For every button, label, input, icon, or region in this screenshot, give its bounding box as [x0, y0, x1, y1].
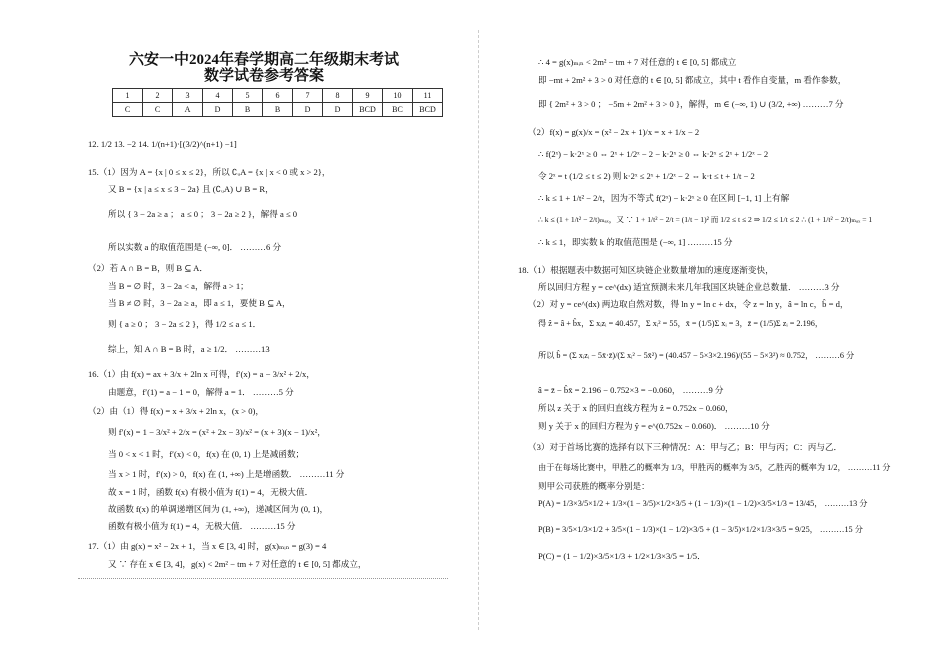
answer-line: ∴ k ≤ 1，即实数 k 的取值范围是 (−∞, 1] ………15 分 — [538, 237, 733, 247]
question-number-cell: 6 — [263, 89, 293, 103]
answer-line: 17.（1）由 g(x) = x² − 2x + 1，当 x ∈ [3, 4] 时，g(x)ₘᵢₙ = g(3) = 4 — [88, 541, 327, 551]
question-number-cell: 4 — [203, 89, 233, 103]
answer-cell: BCD — [353, 103, 383, 117]
answer-cell: B — [263, 103, 293, 117]
answer-cell: D — [203, 103, 233, 117]
probability-a-line: P(A) = 1/3×3/5×1/2 + 1/3×(1 − 3/5)×1/2×3/5 + (1 − 1/3)×(1 − 1/2)×3/5×1/3 = 13/45， ………13 分 — [538, 499, 868, 508]
question-number-cell: 11 — [413, 89, 443, 103]
answer-line: （2）由（1）得 f(x) = x + 3/x + 2ln x，(x > 0)， — [88, 406, 264, 416]
answer-line: 所以 z 关于 x 的回归直线方程为 ẑ = 0.752x − 0.060， — [538, 403, 734, 413]
answer-line: 所以 { 3 − 2a ≥ a ； a ≤ 0 ； 3 − 2a ≥ 2 }，解得 a ≤ 0 — [108, 209, 298, 219]
answer-line: 当 B = ∅ 时，3 − 2a < a，解得 a > 1； — [108, 281, 249, 291]
answer-line: 则 { a ≥ 0 ； 3 − 2a ≤ 2 }，得 1/2 ≤ a ≤ 1． — [108, 319, 262, 329]
answer-line: 故函数 f(x) 的单调递增区间为 (1, +∞)，递减区间为 (0, 1)， — [108, 504, 329, 514]
answer-line: （3）对于首场比赛的选择有以下三种情况：A：甲与乙；B：甲与丙；C：丙与乙． — [528, 442, 843, 452]
answer-cell: A — [173, 103, 203, 117]
answer-line: 则 y 关于 x 的回归方程为 ŷ = e^(0.752x − 0.060)． ………10 分 — [538, 421, 770, 431]
binding-line — [478, 30, 479, 630]
answer-line: 即 { 2m² + 3 > 0 ； −5m + 2m² + 3 > 0 }，解得，m ∈ (−∞, 1) ∪ (3/2, +∞) ………7 分 — [538, 99, 844, 109]
question-number-cell: 2 — [143, 89, 173, 103]
answer-line: 由于在每场比赛中，甲胜乙的概率为 1/3，甲胜丙的概率为 3/5，乙胜丙的概率为 1/2， ………11 分 — [538, 463, 891, 472]
answer-line: ∴ k ≤ (1 + 1/t² − 2/t)ₘₐₓ，又 ∵ 1 + 1/t² − 2/t = (1/t − 1)² 而 1/2 ≤ t ≤ 2 ⇒ 1/2 ≤ 1/t ≤ 2 ∴ (1 + 1/t² − 2/t)ₘₐₓ = 1 — [538, 215, 873, 224]
answer-cell: BCD — [413, 103, 443, 117]
question-number-cell: 3 — [173, 89, 203, 103]
probability-b-line: P(B) = 3/5×1/3×1/2 + 3/5×(1 − 1/3)×(1 − 1/2)×3/5 + (1 − 3/5)×1/2×1/3×3/5 = 9/25， ………15 分 — [538, 525, 863, 534]
answer-line: 又 B = {x | a ≤ x ≤ 3 − 2a} 且 (∁ᵤA) ∪ B = R， — [108, 184, 274, 194]
question-number-cell: 10 — [383, 89, 413, 103]
answer-line: 18.（1）根据题表中数据可知区块链企业数量增加的速度逐渐变快， — [518, 265, 774, 275]
answer-cell: D — [293, 103, 323, 117]
answer-line: 则 f′(x) = 1 − 3/x² + 2/x = (x² + 2x − 3)/x² = (x + 3)(x − 1)/x²， — [108, 427, 326, 437]
answer-cell: B — [233, 103, 263, 117]
answer-line: 令 2ˣ = t (1/2 ≤ t ≤ 2) 则 k·2ˣ ≤ 2ˣ + 1/2ˣ − 2 ⇔ k·t ≤ t + 1/t − 2 — [538, 171, 755, 181]
answer-line: 当 0 < x < 1 时，f′(x) < 0，f(x) 在 (0, 1) 上是减函数； — [108, 449, 305, 459]
answer-line: 当 x > 1 时，f′(x) > 0，f(x) 在 (1, +∞) 上是增函数． ………11 分 — [108, 469, 345, 479]
answer-table-number-row — [113, 89, 443, 103]
answer-line: â = z̄ − b̂x̄ = 2.196 − 0.752×3 = −0.060， ………9 分 — [538, 385, 724, 395]
answer-line: 又 ∵ 存在 x ∈ [3, 4]，g(x) < 2m² − tm + 7 对任意的 t ∈ [0, 5] 都成立， — [108, 559, 367, 569]
question-number-cell: 8 — [323, 89, 353, 103]
answer-line: 函数有极小值为 f(1) = 4，无极大值． ………15 分 — [108, 521, 296, 531]
question-number-cell: 5 — [233, 89, 263, 103]
answer-table — [112, 88, 443, 117]
answer-line: ∴ 4 = g(x)ₘᵢₙ < 2m² − tm + 7 对任意的 t ∈ [0, 5] 都成立 — [538, 57, 737, 67]
answer-cell: D — [323, 103, 353, 117]
answer-line: 所以 b̂ = (Σ xᵢzᵢ − 5x̄·z̄)/(Σ xᵢ² − 5x̄²) = (40.457 − 5×3×2.196)/(55 − 5×3²) ≈ 0.752， ………6 分 — [538, 351, 855, 360]
answer-line: 16.（1）由 f(x) = ax + 3/x + 2ln x 可得，f′(x) = a − 3/x² + 2/x， — [88, 369, 315, 379]
answer-line: 则甲公司获胜的概率分别是： — [538, 481, 650, 491]
page-subtitle: 数学试卷参考答案 — [203, 68, 324, 84]
answer-table-answer-row — [113, 103, 443, 117]
answer-cell: C — [143, 103, 173, 117]
page-title: 六安一中2024年春学期高二年级期末考试 — [128, 52, 399, 68]
answer-line: （2）f(x) = g(x)/x = (x² − 2x + 1)/x = x + 1/x − 2 — [528, 127, 700, 137]
answer-line: ∴ f(2ˣ) − k·2ˣ ≥ 0 ⇔ 2ˣ + 1/2ˣ − 2 − k·2ˣ ≥ 0 ⇔ k·2ˣ ≤ 2ˣ + 1/2ˣ − 2 — [538, 149, 769, 159]
probability-c-line: P(C) = (1 − 1/2)×3/5×1/3 + 1/2×1/3×3/5 = 1/5． — [538, 551, 706, 561]
answer-line: 所以实数 a 的取值范围是 (−∞, 0]． ………6 分 — [108, 242, 282, 252]
answer-cell: C — [113, 103, 143, 117]
question-number-cell: 7 — [293, 89, 323, 103]
answer-line: （2）对 y = ce^(dx) 两边取自然对数，得 ln y = ln c + dx，令 z = ln y，â = ln c，b̂ = d， — [528, 299, 849, 309]
answer-line: 即 −mt + 2m² + 3 > 0 对任意的 t ∈ [0, 5] 都成立，其中 t 看作自变量，m 看作参数， — [538, 75, 847, 85]
answer-line: 当 B ≠ ∅ 时，3 − 2a ≥ a，即 a ≤ 1，要使 B ⊆ A， — [108, 298, 291, 308]
answer-line: （2）若 A ∩ B = B，则 B ⊆ A． — [88, 263, 208, 273]
answer-line: ∴ k ≤ 1 + 1/t² − 2/t，因为不等式 f(2ˣ) − k·2ˣ ≥ 0 在区间 [−1, 1] 上有解 — [538, 193, 790, 203]
question-number-cell: 1 — [113, 89, 143, 103]
page-divider — [78, 578, 448, 579]
answer-line: 15.（1）因为 A = {x | 0 ≤ x ≤ 2}，所以 ∁ᵤA = {x | x < 0 或 x > 2}， — [88, 167, 331, 177]
answer-line: 所以回归方程 y = ce^(dx) 适宜预测未来几年我国区块链企业总数量． ………3 分 — [538, 282, 840, 292]
question-number-cell: 9 — [353, 89, 383, 103]
answer-line: 故 x = 1 时，函数 f(x) 有极小值为 f(1) = 4，无极大值． — [108, 487, 314, 497]
answer-line: 得 ẑ = â + b̂x，Σ xᵢzᵢ = 40.457，Σ xᵢ² = 55，x̄ = (1/5)Σ xᵢ = 3，z̄ = (1/5)Σ zᵢ = 2.196， — [538, 319, 824, 328]
answer-cell: BC — [383, 103, 413, 117]
answer-line-q12-14: 12. 1/2 13. −2 14. 1/(n+1)·[(3/2)^(n+1) −1] — [88, 139, 237, 149]
answer-line: 由题意，f′(1) = a − 1 = 0，解得 a = 1． ………5 分 — [108, 387, 294, 397]
answer-line: 综上，知 A ∩ B = B 时，a ≥ 1/2． ………13 — [108, 344, 270, 354]
